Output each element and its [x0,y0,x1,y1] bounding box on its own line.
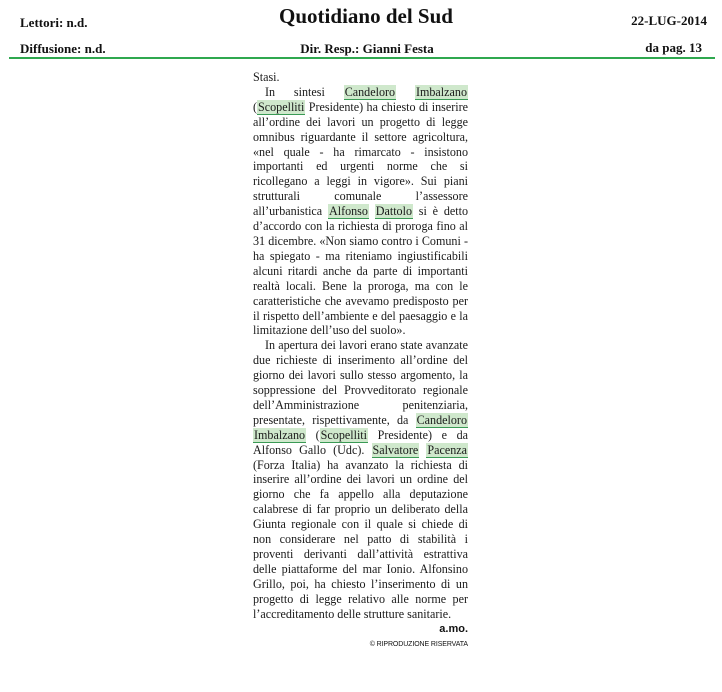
text-run: ( [253,99,258,114]
newspaper-title: Quotidiano del Sud [279,4,453,28]
text-run: Presidente) e da Alfonso Gallo (Udc). [253,427,468,457]
article-body [253,70,468,622]
author-signature: a.mo. [439,623,468,635]
paragraph-sintesi [253,85,468,338]
date-label: 22-LUG-2014 [631,13,707,28]
highlighted-name: Imbalzano [415,84,467,99]
highlighted-name: Pacenza [427,442,467,457]
highlighted-name: Candeloro [344,84,396,99]
highlighted-name: Salvatore [372,442,419,457]
text-run: In apertura dei lavori erano state avanzate due richieste di inserimento all’ordine del giorno dei lavori sullo stesso argomento, la soppressione del Provveditorato regionale dell’Amministrazione penitenziaria, presentate, rispettivamente, da [253,338,468,427]
text-run: si è detto d’accordo con la richiesta di proroga fino al 31 dicembre. «Non siamo contro i Comuni - ha spiegato - ma riteniamo ingiustificabili alcuni ritardi anche da parte di importanti realtà locali. Bene la proroga, ma con le caratteristiche che avevamo predisposto per il rispetto dell’ambiente e del paesaggio e la limitazione dell’uso del suolo». [253,204,468,338]
page-label: da pag. 13 [645,40,702,55]
text-run: ( [306,427,320,442]
text-run: (Forza Italia) ha avanzato la richiesta di inserire all’ordine dei lavori un ordine del giorno che fa appello alla deputazione calabrese di far proprio un deliberato della Giunta regionale con il quale si chiede di non considerare nel patto di stabilità i proventi derivanti dall’attività estrattiva delle piattaforme del mar Ionio. Alfonsino Grillo, poi, ha chiesto l’inserimento di un progetto di legge relativo alle norme per l’accreditamento delle strutture sanitarie. [253,457,468,621]
director-label: Dir. Resp.: Gianni Festa [300,41,434,56]
highlighted-name: Alfonso [328,204,368,219]
diffusione-label: Diffusione: n.d. [20,41,106,56]
paragraph-apertura [253,338,468,621]
highlighted-name: Candeloro [416,412,467,427]
highlighted-name: Scopelliti [258,99,305,114]
text-run: Presidente) ha chiesto di inserire all’ordine dei lavori un progetto di legge omnibus riguardante il settore agricoltura, «nel quale - ha rimarcato - insistono importanti ed urgenti norme che si ricollegano a leggi in vigore». Sui piani strutturali comunale l’assessore all’urbanistica [253,99,468,219]
highlighted-name: Imbalzano [254,427,306,442]
header-rule [9,57,715,59]
paragraph-intro: Stasi. [253,70,280,84]
lettori-label: Lettori: n.d. [20,15,88,30]
text-run: In sintesi [265,84,344,99]
copyright-notice: © RIPRODUZIONE RISERVATA [369,641,468,648]
highlighted-name: Scopelliti [320,427,368,442]
highlighted-name: Dattolo [375,204,413,219]
